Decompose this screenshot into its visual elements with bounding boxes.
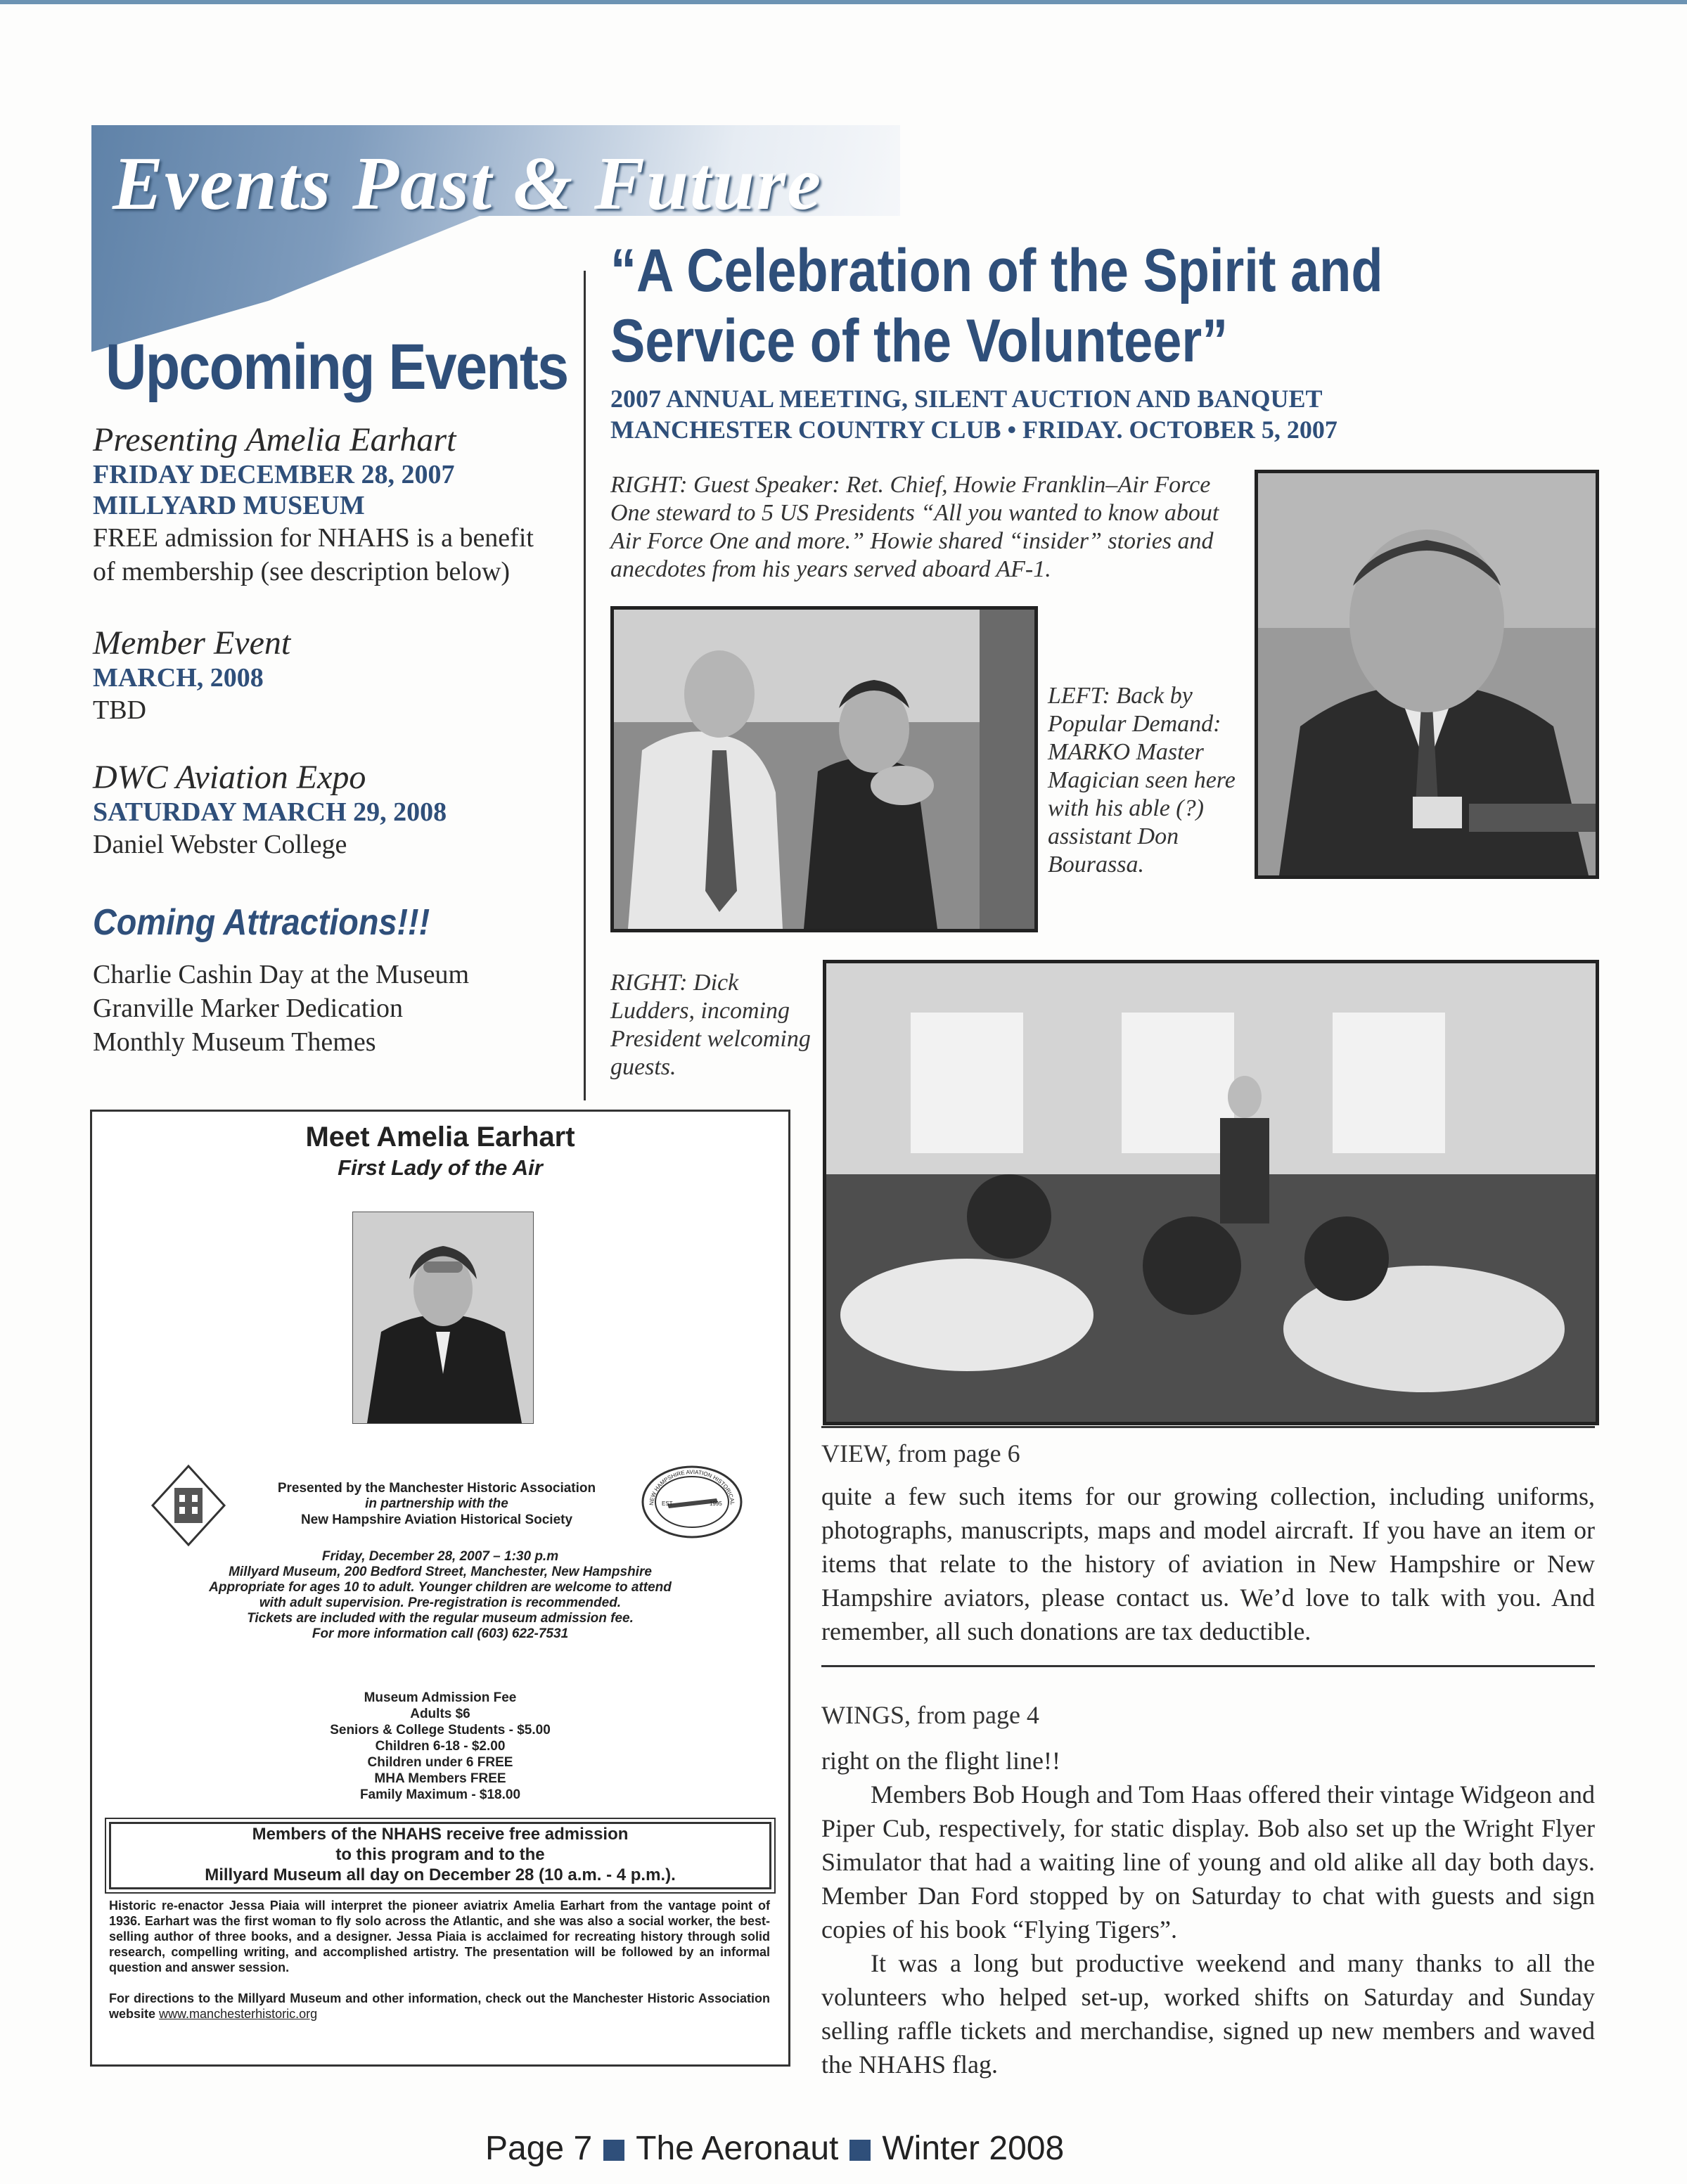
banner-title: Events Past & Future [113, 142, 823, 226]
flyer-subtitle: First Lady of the Air [338, 1155, 543, 1180]
caption-president: RIGHT: Dick Ludders, incoming President welcoming guests. [610, 970, 811, 1080]
coming-attractions-list [93, 958, 571, 1059]
seal-text: NEW HAMPSHIRE AVIATION HISTORICAL [648, 1468, 736, 1506]
fee-line: Children 6-18 - $2.00 [375, 1739, 506, 1754]
flyer-directions [109, 1991, 770, 2022]
square-bullet-icon [603, 2140, 624, 2161]
subhead-line: MANCHESTER COUNTRY CLUB • FRIDAY. OCTOBER 5, 2007 [610, 416, 1338, 444]
caption-magician: LEFT: Back by Popular Demand: MARKO Master Magician seen here with his able (?) assistant Don Bourassa. [1048, 683, 1236, 878]
list-item: Monthly Museum Themes [93, 1027, 376, 1057]
upcoming-events-title: Upcoming Events [105, 331, 568, 403]
view-body: quite a few such items for our growing collection, including uniforms, photographs, manuscripts, maps and model aircraft. If you have an item or items that relate to the history of aviation in New Hampshire or New Hampshire aviators, please contact us. We’d love to talk with you. And remember, all such donations are tax deductible. [821, 1482, 1595, 1645]
flyer-member-box [109, 1822, 771, 1889]
event-note: TBD [93, 695, 146, 725]
event-note: FREE admission for NHAHS is a benefit of membership (see description below) [93, 523, 534, 586]
box-line: Members of the NHAHS receive free admission [252, 1825, 629, 1844]
fee-line: Adults $6 [410, 1707, 470, 1721]
flyer-photo-amelia [352, 1212, 534, 1424]
event-list [93, 420, 557, 861]
fee-line: MHA Members FREE [374, 1771, 506, 1786]
detail-line: For more information call (603) 622-7531 [312, 1626, 569, 1641]
website-link[interactable]: www.manchesterhistoric.org [159, 2007, 318, 2021]
page-footer [485, 2129, 1064, 2168]
view-continued-label: VIEW, from page 6 [821, 1439, 1020, 1467]
magician-photo-image [614, 610, 1034, 929]
flyer-presented-by [233, 1480, 641, 1528]
presented-line: Presented by the Manchester Historic Association [277, 1481, 596, 1496]
list-item: Charlie Cashin Day at the Museum [93, 960, 470, 989]
event-date: MARCH, 2008 [93, 663, 264, 693]
event-date: SATURDAY MARCH 29, 2008 [93, 797, 447, 827]
nhahs-seal-icon [639, 1463, 745, 1541]
detail-line: Appropriate for ages 10 to adult. Younger children are welcome to attend [209, 1580, 672, 1595]
detail-line: Millyard Museum, 200 Bedford Street, Manchester, New Hampshire [229, 1565, 652, 1579]
photo-guest-speaker [1255, 470, 1599, 879]
photo-banquet-room [823, 960, 1599, 1425]
fee-line: Museum Admission Fee [364, 1690, 517, 1705]
fee-line: Children under 6 FREE [367, 1755, 513, 1770]
detail-line: Tickets are included with the regular museum admission fee. [247, 1611, 634, 1626]
wings-body [821, 1744, 1595, 2081]
box-line: Millyard Museum all day on December 28 (10 a.m. - 4 p.m.). [205, 1865, 676, 1884]
event-date: FRIDAY DECEMBER 28, 2007 [93, 460, 455, 489]
coming-attractions-title: Coming Attractions!!! [93, 902, 430, 943]
wings-paragraph: It was a long but productive weekend and many thanks to all the volunteers who helped set-up, worked shifts on Saturday and Sunday selling raffle tickets and merchandise, signed up new members and waved the NHAHS flag. [821, 1949, 1595, 2079]
detail-line: Friday, December 28, 2007 – 1:30 p.m [321, 1549, 559, 1564]
subhead-line: 2007 ANNUAL MEETING, SILENT AUCTION AND BANQUET [610, 385, 1323, 413]
amelia-photo-image [353, 1212, 533, 1423]
directions-text: For directions to the Millyard Museum and other information, check out the Manchester Historic Association website [109, 1991, 770, 2021]
event-name: DWC Aviation Expo [93, 759, 366, 796]
article-headline: “A Celebration of the Spirit and Service of the Volunteer” [610, 237, 1383, 375]
column-divider [584, 271, 586, 1100]
event-note: Daniel Webster College [93, 830, 347, 859]
event-place: MILLYARD MUSEUM [93, 491, 365, 520]
flyer-description: Historic re-enactor Jessa Piaia will interpret the pioneer aviatrix Amelia Earhart from the vantage point of 1936. Earhart was the first woman to fly solo across the Atlantic, and she was also a social worker, the best-selling author of three books, and a designer. Jessa Piaia is acclaimed for recreating history through solid research, compelling writing, and accomplished artistry. The presentation will be followed by an informal question and answer session. [109, 1899, 770, 1974]
list-item: Granville Marker Dedication [93, 994, 404, 1023]
amelia-earhart-flyer [90, 1110, 790, 2067]
flyer-title: Meet Amelia Earhart [305, 1122, 575, 1152]
event-item [93, 758, 557, 861]
mha-logo-icon [150, 1463, 227, 1548]
wings-paragraph: right on the flight line!! [821, 1747, 1060, 1775]
seal-est: EST [662, 1501, 673, 1507]
wings-paragraph: Members Bob Hough and Tom Haas offered their vintage Widgeon and Piper Cub, respectively, for static display. Bob also set up the Wright Flyer Simulator that had a waiting line of young and old alike all day both days. Member Dan Ford stopped by on Saturday to chat with guests and sign copies of his book “Flying Tigers”. [821, 1780, 1595, 1944]
section-divider [821, 1665, 1595, 1667]
presented-line: in partnership with the [365, 1496, 508, 1511]
speaker-photo-image [1258, 473, 1596, 875]
article-subhead [610, 383, 1338, 445]
event-item [93, 624, 557, 727]
box-line: to this program and to the [335, 1845, 545, 1864]
seal-year: 1995 [710, 1501, 722, 1507]
section-divider [821, 1426, 1595, 1428]
banquet-photo-image [826, 963, 1596, 1422]
event-name: Presenting Amelia Earhart [93, 421, 456, 458]
caption-guest-speaker: RIGHT: Guest Speaker: Ret. Chief, Howie Franklin–Air Force One steward to 5 US Presidents “All you wanted to know about Air Force One and more.” Howie shared “insider” stories and anecdotes from his years served aboard AF-1. [610, 472, 1219, 582]
presented-line: New Hampshire Aviation Historical Society [300, 1512, 573, 1527]
detail-line: with adult supervision. Pre-registration is recommended. [259, 1595, 622, 1610]
flyer-fees [120, 1690, 760, 1803]
flyer-details [120, 1549, 760, 1642]
photo-magician [610, 606, 1038, 932]
square-bullet-icon [849, 2140, 871, 2161]
issue-name: Winter 2008 [882, 2130, 1065, 2167]
event-item [93, 420, 557, 589]
fee-line: Seniors & College Students - $5.00 [330, 1723, 551, 1737]
page-number: Page 7 [485, 2130, 593, 2167]
fee-line: Family Maximum - $18.00 [359, 1787, 521, 1802]
wings-continued-label: WINGS, from page 4 [821, 1701, 1039, 1729]
event-name: Member Event [93, 624, 291, 662]
top-rule [0, 0, 1687, 4]
publication-name: The Aeronaut [636, 2130, 839, 2167]
